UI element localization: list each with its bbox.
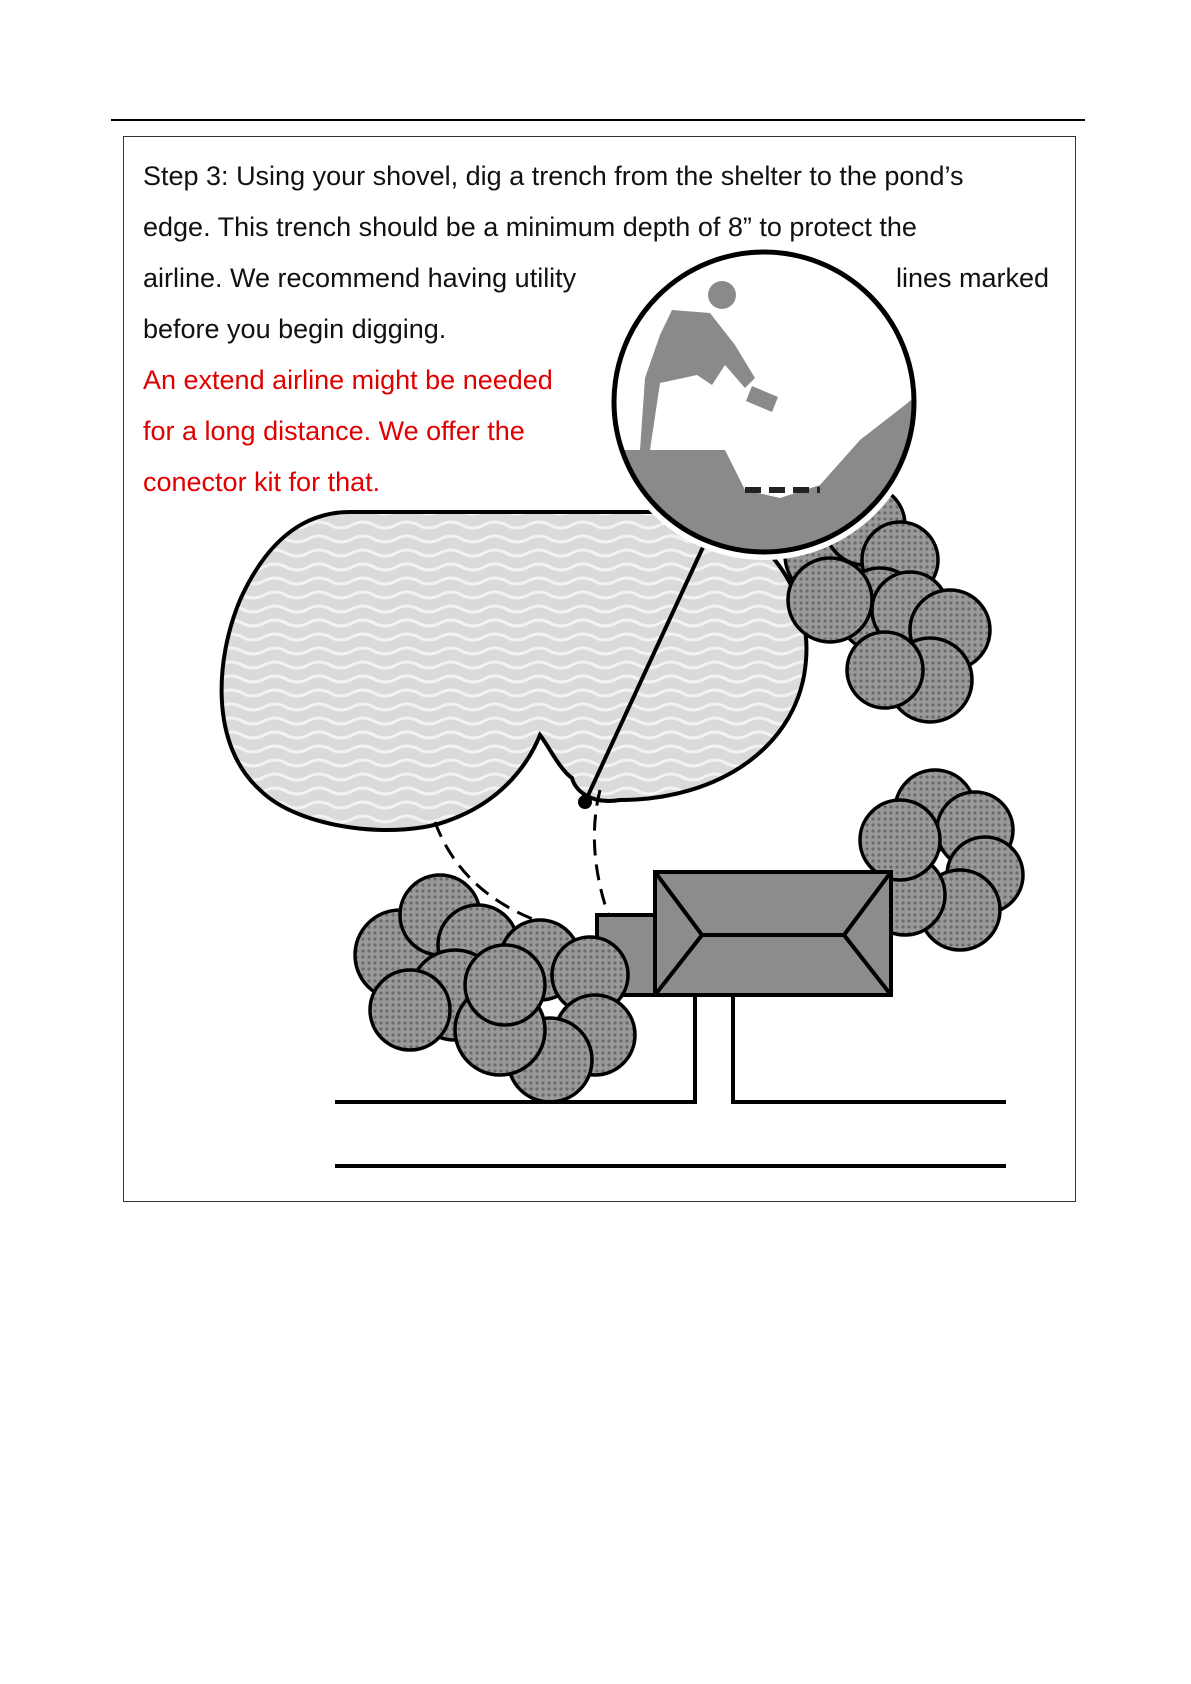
- trench-point: [578, 795, 592, 809]
- pond: [222, 512, 807, 830]
- instruction-line-1: Step 3: Using your shovel, dig a trench from the shelter to the pond’s: [143, 161, 964, 191]
- house-roof-icon: [597, 872, 891, 995]
- note-line-1: An extend airline might be needed: [143, 365, 553, 395]
- instruction-line-3a: airline. We recommend having utility: [143, 263, 577, 293]
- instruction-line-4: before you begin digging.: [143, 314, 447, 344]
- tree-cluster-icon: [355, 875, 635, 1102]
- trench-line: [594, 790, 610, 920]
- note-line-3: conector kit for that.: [143, 467, 381, 497]
- instruction-line-2: edge. This trench should be a minimum depth of 8” to protect the: [143, 212, 917, 242]
- instruction-line-3b: lines marked: [896, 263, 1050, 293]
- note-line-2: for a long distance. We offer the: [143, 416, 525, 446]
